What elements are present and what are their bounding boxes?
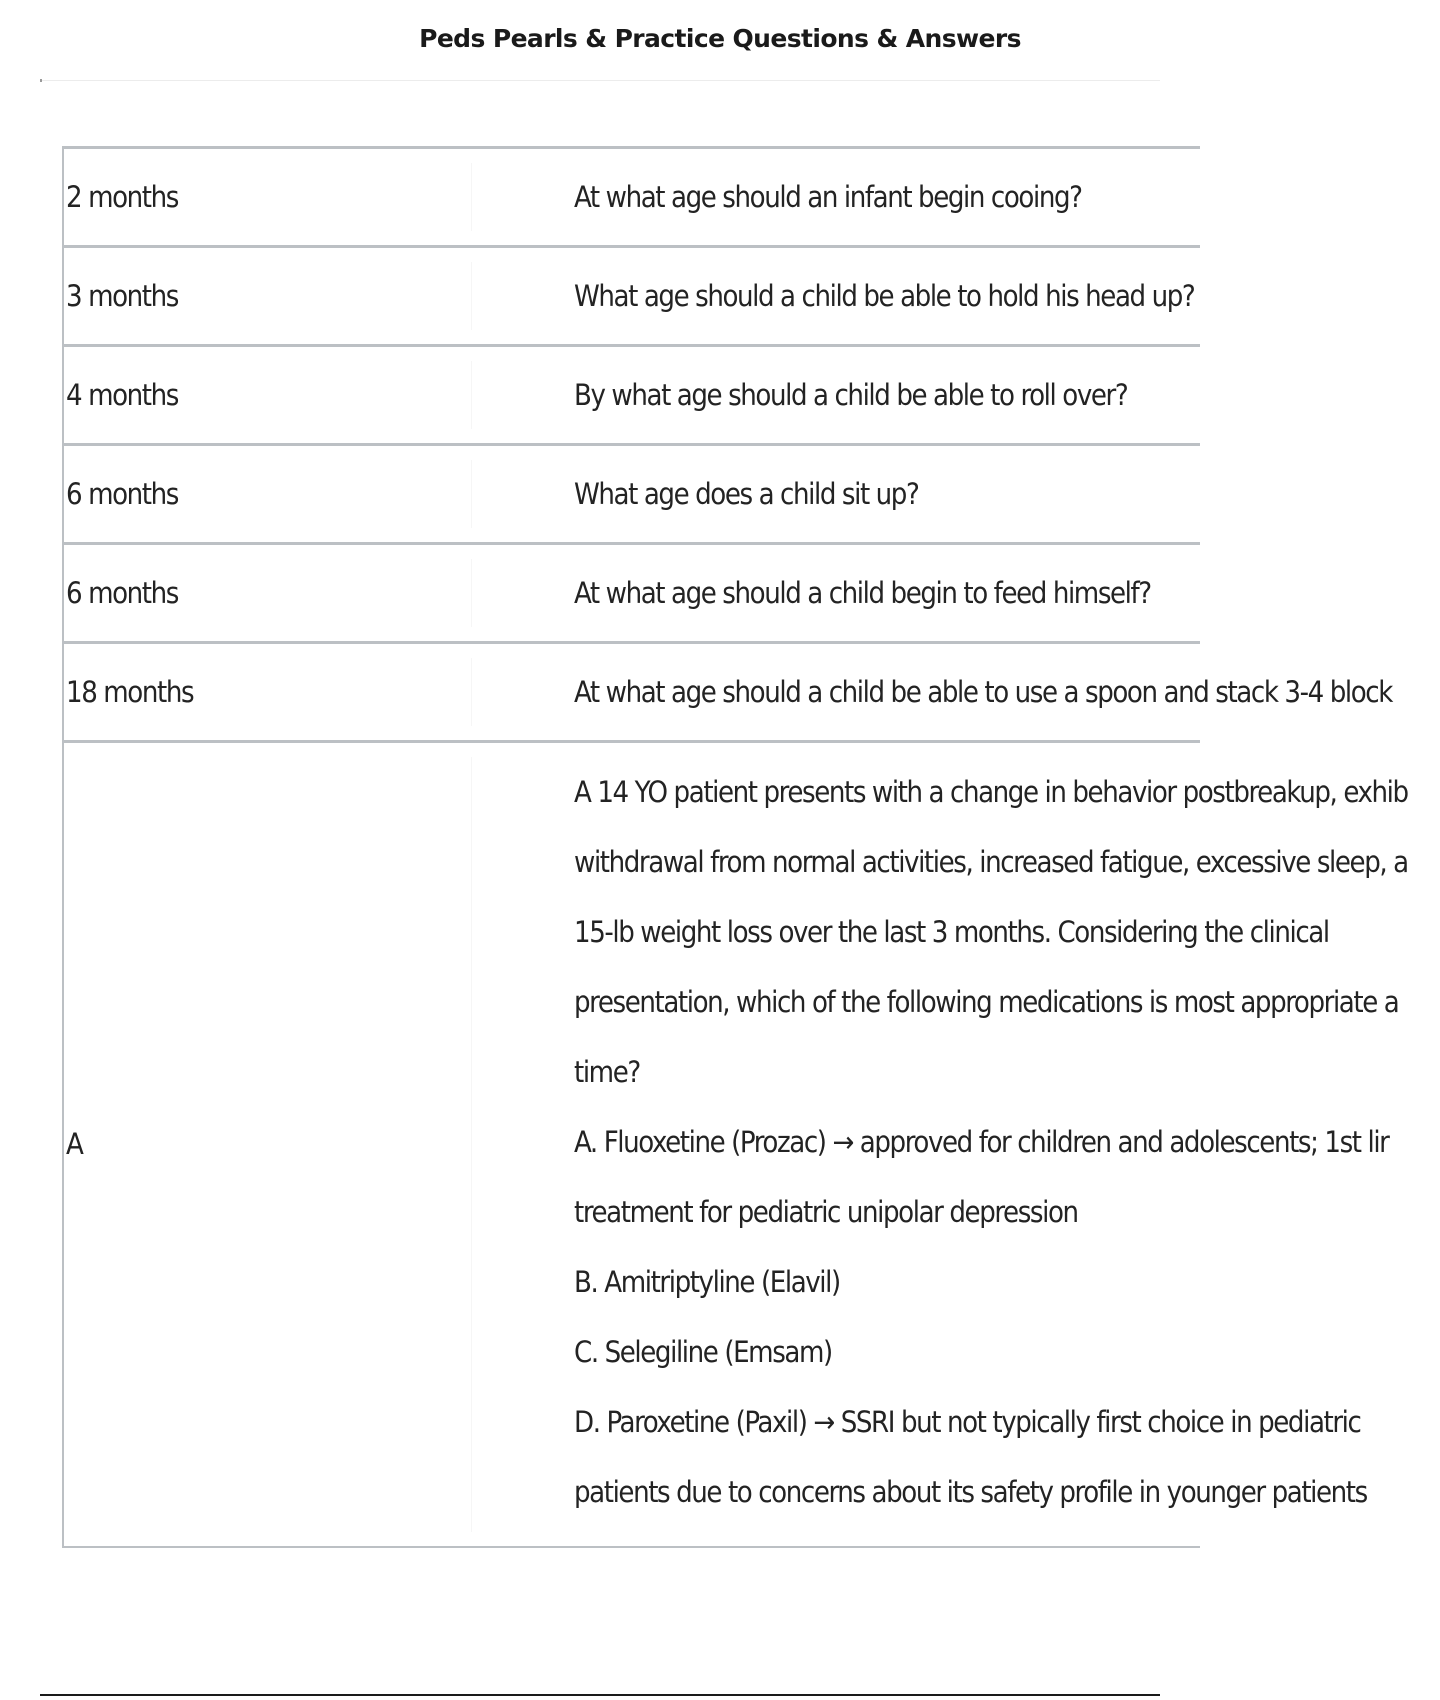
question-cell: At what age should a child be able to use a spoon and stack 3-4 block xyxy=(471,643,1200,742)
answer-cell: 18 months xyxy=(63,643,471,742)
option-d-line: D. Paroxetine (Paxil) → SSRI but not typically first choice in pediatric xyxy=(574,1405,1361,1439)
flashcard-table xyxy=(62,146,1408,1548)
option-c-line: C. Selegiline (Emsam) xyxy=(574,1335,832,1369)
answer-cell: 3 months xyxy=(63,247,471,346)
question-cell: What age does a child sit up? xyxy=(471,445,1200,544)
question-cell: At what age should an infant begin cooing? xyxy=(471,148,1200,247)
question-line: 15-lb weight loss over the last 3 months. Considering the clinical xyxy=(574,915,1329,949)
table-row xyxy=(63,544,1200,643)
answer-cell: 6 months xyxy=(63,544,471,643)
option-a-line: A. Fluoxetine (Prozac) → approved for children and adolescents; 1st lir xyxy=(574,1125,1389,1159)
answer-cell: 2 months xyxy=(63,148,471,247)
answer-cell: 6 months xyxy=(63,445,471,544)
question-cell xyxy=(471,742,1408,1547)
option-d-line: patients due to concerns about its safety profile in younger patients xyxy=(574,1475,1367,1509)
table-row xyxy=(63,346,1200,445)
footer-divider xyxy=(40,1694,1160,1696)
question-cell: At what age should a child begin to feed himself? xyxy=(471,544,1200,643)
question-line: withdrawal from normal activities, increased fatigue, excessive sleep, a xyxy=(574,845,1408,879)
option-b-line: B. Amitriptyline (Elavil) xyxy=(574,1265,840,1299)
table-row xyxy=(63,445,1200,544)
table-row xyxy=(63,247,1200,346)
table-row xyxy=(63,148,1200,247)
question-line: time? xyxy=(574,1055,640,1089)
answer-cell: A xyxy=(63,742,471,1547)
question-line: presentation, which of the following medications is most appropriate a xyxy=(574,985,1399,1019)
answer-cell: 4 months xyxy=(63,346,471,445)
header-divider xyxy=(42,80,1160,81)
question-line: A 14 YO patient presents with a change in behavior postbreakup, exhib xyxy=(574,775,1408,809)
question-cell: By what age should a child be able to roll over? xyxy=(471,346,1200,445)
table-row xyxy=(63,742,1200,1547)
table-row xyxy=(63,643,1200,742)
page-title: Peds Pearls & Practice Questions & Answers xyxy=(419,24,1021,53)
option-a-line: treatment for pediatric unipolar depression xyxy=(574,1195,1078,1229)
question-cell: What age should a child be able to hold his head up? xyxy=(471,247,1200,346)
